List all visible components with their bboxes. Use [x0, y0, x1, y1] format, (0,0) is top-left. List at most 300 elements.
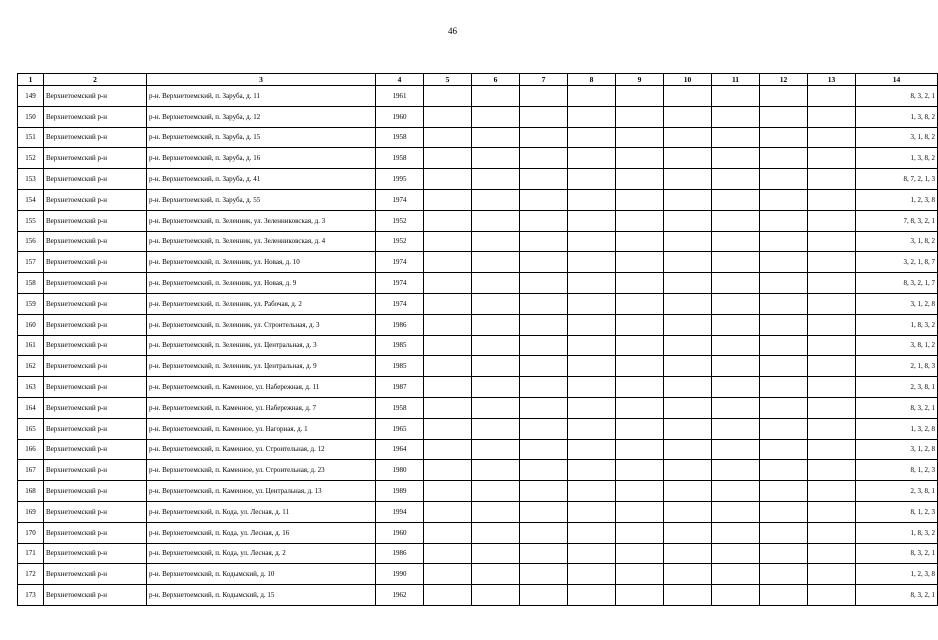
empty-cell	[568, 543, 616, 564]
empty-cell	[712, 585, 760, 606]
empty-cell	[520, 585, 568, 606]
empty-cell	[760, 377, 808, 398]
empty-cell	[760, 543, 808, 564]
table-row	[18, 314, 938, 335]
empty-cell	[616, 377, 664, 398]
code-cell: 3, 1, 8, 2	[856, 127, 938, 148]
empty-cell	[760, 273, 808, 294]
empty-cell	[760, 481, 808, 502]
district-cell: Верхнетоемский р-н	[44, 189, 147, 210]
table-row	[18, 210, 938, 231]
empty-cell	[424, 86, 472, 107]
address-cell: р-н. Верхнетоемский, п. Каменное, ул. Строительная, д. 23	[147, 460, 376, 481]
district-cell: Верхнетоемский р-н	[44, 314, 147, 335]
district-cell: Верхнетоемский р-н	[44, 439, 147, 460]
empty-cell	[520, 335, 568, 356]
empty-cell	[520, 460, 568, 481]
empty-cell	[760, 522, 808, 543]
empty-cell	[424, 522, 472, 543]
empty-cell	[568, 522, 616, 543]
empty-cell	[472, 397, 520, 418]
empty-cell	[712, 106, 760, 127]
row-number-cell: 157	[18, 252, 44, 273]
empty-cell	[712, 231, 760, 252]
empty-cell	[664, 210, 712, 231]
empty-cell	[568, 231, 616, 252]
column-header: 3	[147, 74, 376, 86]
empty-cell	[424, 231, 472, 252]
empty-cell	[616, 543, 664, 564]
empty-cell	[568, 293, 616, 314]
empty-cell	[712, 377, 760, 398]
empty-cell	[424, 543, 472, 564]
empty-cell	[472, 377, 520, 398]
empty-cell	[808, 210, 856, 231]
table-header-row	[18, 74, 938, 86]
row-number-cell: 150	[18, 106, 44, 127]
code-cell: 8, 1, 2, 3	[856, 501, 938, 522]
year-cell: 1989	[376, 481, 424, 502]
empty-cell	[712, 148, 760, 169]
empty-cell	[808, 314, 856, 335]
district-cell: Верхнетоемский р-н	[44, 86, 147, 107]
address-cell: р-н. Верхнетоемский, п. Заруба, д. 41	[147, 169, 376, 190]
address-cell: р-н. Верхнетоемский, п. Каменное, ул. Строительная, д. 12	[147, 439, 376, 460]
table-row	[18, 169, 938, 190]
empty-cell	[616, 273, 664, 294]
table-row	[18, 564, 938, 585]
empty-cell	[664, 543, 712, 564]
table-row	[18, 460, 938, 481]
code-cell: 3, 8, 1, 2	[856, 335, 938, 356]
empty-cell	[424, 252, 472, 273]
table-row	[18, 585, 938, 606]
empty-cell	[712, 356, 760, 377]
empty-cell	[664, 585, 712, 606]
row-number-cell: 165	[18, 418, 44, 439]
empty-cell	[424, 335, 472, 356]
empty-cell	[616, 86, 664, 107]
empty-cell	[424, 189, 472, 210]
empty-cell	[808, 189, 856, 210]
table-row	[18, 522, 938, 543]
empty-cell	[808, 148, 856, 169]
district-cell: Верхнетоемский р-н	[44, 210, 147, 231]
year-cell: 1964	[376, 439, 424, 460]
empty-cell	[424, 106, 472, 127]
empty-cell	[712, 501, 760, 522]
code-cell: 2, 1, 8, 3	[856, 356, 938, 377]
empty-cell	[472, 522, 520, 543]
address-cell: р-н. Верхнетоемский, п. Кода, ул. Лесная, д. 16	[147, 522, 376, 543]
empty-cell	[472, 335, 520, 356]
table-row	[18, 356, 938, 377]
empty-cell	[568, 252, 616, 273]
table-row	[18, 397, 938, 418]
empty-cell	[760, 501, 808, 522]
row-number-cell: 152	[18, 148, 44, 169]
row-number-cell: 154	[18, 189, 44, 210]
empty-cell	[616, 418, 664, 439]
empty-cell	[568, 356, 616, 377]
district-cell: Верхнетоемский р-н	[44, 231, 147, 252]
empty-cell	[808, 543, 856, 564]
empty-cell	[712, 169, 760, 190]
district-cell: Верхнетоемский р-н	[44, 522, 147, 543]
empty-cell	[568, 314, 616, 335]
code-cell: 1, 8, 3, 2	[856, 314, 938, 335]
table-row	[18, 293, 938, 314]
empty-cell	[616, 522, 664, 543]
column-header: 7	[520, 74, 568, 86]
address-cell: р-н. Верхнетоемский, п. Кодымский, д. 10	[147, 564, 376, 585]
empty-cell	[568, 189, 616, 210]
empty-cell	[568, 86, 616, 107]
empty-cell	[520, 356, 568, 377]
year-cell: 1980	[376, 460, 424, 481]
row-number-cell: 149	[18, 86, 44, 107]
empty-cell	[616, 585, 664, 606]
empty-cell	[808, 522, 856, 543]
empty-cell	[472, 356, 520, 377]
empty-cell	[616, 314, 664, 335]
code-cell: 8, 3, 2, 1	[856, 585, 938, 606]
code-cell: 8, 1, 2, 3	[856, 460, 938, 481]
empty-cell	[424, 439, 472, 460]
row-number-cell: 163	[18, 377, 44, 398]
table-row	[18, 189, 938, 210]
empty-cell	[520, 481, 568, 502]
code-cell: 3, 2, 1, 8, 7	[856, 252, 938, 273]
empty-cell	[568, 564, 616, 585]
year-cell: 1994	[376, 501, 424, 522]
row-number-cell: 156	[18, 231, 44, 252]
year-cell: 1985	[376, 335, 424, 356]
empty-cell	[664, 231, 712, 252]
empty-cell	[808, 86, 856, 107]
empty-cell	[712, 314, 760, 335]
row-number-cell: 151	[18, 127, 44, 148]
empty-cell	[520, 439, 568, 460]
empty-cell	[808, 127, 856, 148]
address-cell: р-н. Верхнетоемский, п. Заруба, д. 12	[147, 106, 376, 127]
address-cell: р-н. Верхнетоемский, п. Заруба, д. 15	[147, 127, 376, 148]
column-header: 5	[424, 74, 472, 86]
empty-cell	[760, 231, 808, 252]
empty-cell	[472, 439, 520, 460]
housing-registry-table	[17, 73, 938, 606]
district-cell: Верхнетоемский р-н	[44, 377, 147, 398]
address-cell: р-н. Верхнетоемский, п. Зеленник, ул. Зеленниковская, д. 3	[147, 210, 376, 231]
empty-cell	[568, 397, 616, 418]
empty-cell	[472, 543, 520, 564]
empty-cell	[472, 314, 520, 335]
empty-cell	[808, 501, 856, 522]
empty-cell	[472, 127, 520, 148]
empty-cell	[424, 148, 472, 169]
year-cell: 1974	[376, 293, 424, 314]
empty-cell	[712, 86, 760, 107]
address-cell: р-н. Верхнетоемский, п. Кода, ул. Лесная, д. 11	[147, 501, 376, 522]
empty-cell	[760, 252, 808, 273]
empty-cell	[520, 377, 568, 398]
empty-cell	[472, 106, 520, 127]
empty-cell	[760, 585, 808, 606]
table-row	[18, 377, 938, 398]
empty-cell	[808, 481, 856, 502]
empty-cell	[616, 148, 664, 169]
year-cell: 1974	[376, 273, 424, 294]
empty-cell	[664, 314, 712, 335]
empty-cell	[808, 169, 856, 190]
empty-cell	[664, 273, 712, 294]
empty-cell	[808, 418, 856, 439]
empty-cell	[520, 252, 568, 273]
code-cell: 1, 8, 3, 2	[856, 522, 938, 543]
empty-cell	[520, 210, 568, 231]
year-cell: 1958	[376, 397, 424, 418]
empty-cell	[520, 189, 568, 210]
empty-cell	[664, 397, 712, 418]
empty-cell	[424, 210, 472, 231]
empty-cell	[568, 501, 616, 522]
code-cell: 8, 7, 2, 1, 3	[856, 169, 938, 190]
empty-cell	[472, 564, 520, 585]
year-cell: 1961	[376, 86, 424, 107]
empty-cell	[712, 481, 760, 502]
empty-cell	[664, 522, 712, 543]
year-cell: 1985	[376, 356, 424, 377]
empty-cell	[472, 252, 520, 273]
empty-cell	[712, 439, 760, 460]
empty-cell	[568, 335, 616, 356]
empty-cell	[520, 127, 568, 148]
column-header: 10	[664, 74, 712, 86]
column-header: 13	[808, 74, 856, 86]
empty-cell	[472, 418, 520, 439]
row-number-cell: 173	[18, 585, 44, 606]
code-cell: 7, 8, 3, 2, 1	[856, 210, 938, 231]
empty-cell	[472, 189, 520, 210]
district-cell: Верхнетоемский р-н	[44, 335, 147, 356]
year-cell: 1958	[376, 127, 424, 148]
empty-cell	[472, 585, 520, 606]
empty-cell	[760, 397, 808, 418]
table-row	[18, 543, 938, 564]
empty-cell	[712, 564, 760, 585]
empty-cell	[616, 481, 664, 502]
district-cell: Верхнетоемский р-н	[44, 564, 147, 585]
empty-cell	[568, 439, 616, 460]
empty-cell	[424, 293, 472, 314]
row-number-cell: 162	[18, 356, 44, 377]
row-number-cell: 168	[18, 481, 44, 502]
empty-cell	[664, 293, 712, 314]
row-number-cell: 164	[18, 397, 44, 418]
row-number-cell: 167	[18, 460, 44, 481]
empty-cell	[568, 106, 616, 127]
code-cell: 2, 3, 8, 1	[856, 377, 938, 398]
code-cell: 1, 3, 8, 2	[856, 148, 938, 169]
empty-cell	[664, 501, 712, 522]
table-row	[18, 439, 938, 460]
year-cell: 1986	[376, 314, 424, 335]
empty-cell	[760, 356, 808, 377]
empty-cell	[712, 210, 760, 231]
empty-cell	[520, 273, 568, 294]
empty-cell	[472, 148, 520, 169]
column-header: 11	[712, 74, 760, 86]
empty-cell	[760, 210, 808, 231]
empty-cell	[424, 127, 472, 148]
empty-cell	[664, 127, 712, 148]
empty-cell	[664, 439, 712, 460]
empty-cell	[568, 460, 616, 481]
address-cell: р-н. Верхнетоемский, п. Заруба, д. 55	[147, 189, 376, 210]
empty-cell	[808, 397, 856, 418]
table-row	[18, 273, 938, 294]
empty-cell	[616, 356, 664, 377]
empty-cell	[760, 86, 808, 107]
year-cell: 1965	[376, 418, 424, 439]
column-header: 6	[472, 74, 520, 86]
table-row	[18, 148, 938, 169]
empty-cell	[760, 439, 808, 460]
empty-cell	[424, 397, 472, 418]
empty-cell	[712, 543, 760, 564]
empty-cell	[616, 169, 664, 190]
empty-cell	[664, 148, 712, 169]
empty-cell	[760, 460, 808, 481]
table-row	[18, 127, 938, 148]
empty-cell	[520, 169, 568, 190]
address-cell: р-н. Верхнетоемский, п. Заруба, д. 16	[147, 148, 376, 169]
empty-cell	[568, 169, 616, 190]
empty-cell	[760, 418, 808, 439]
empty-cell	[616, 231, 664, 252]
year-cell: 1974	[376, 252, 424, 273]
code-cell: 8, 3, 2, 1	[856, 86, 938, 107]
row-number-cell: 166	[18, 439, 44, 460]
empty-cell	[472, 501, 520, 522]
empty-cell	[664, 418, 712, 439]
address-cell: р-н. Верхнетоемский, п. Зеленник, ул. Новая, д. 10	[147, 252, 376, 273]
row-number-cell: 172	[18, 564, 44, 585]
empty-cell	[568, 127, 616, 148]
empty-cell	[808, 252, 856, 273]
table-row	[18, 231, 938, 252]
empty-cell	[760, 335, 808, 356]
empty-cell	[472, 231, 520, 252]
empty-cell	[664, 460, 712, 481]
empty-cell	[760, 106, 808, 127]
code-cell: 2, 3, 8, 1	[856, 481, 938, 502]
table-row	[18, 86, 938, 107]
empty-cell	[616, 293, 664, 314]
empty-cell	[664, 356, 712, 377]
empty-cell	[472, 293, 520, 314]
empty-cell	[712, 252, 760, 273]
code-cell: 3, 1, 8, 2	[856, 231, 938, 252]
table-row	[18, 252, 938, 273]
empty-cell	[616, 397, 664, 418]
empty-cell	[520, 231, 568, 252]
empty-cell	[424, 460, 472, 481]
year-cell: 1958	[376, 148, 424, 169]
row-number-cell: 161	[18, 335, 44, 356]
district-cell: Верхнетоемский р-н	[44, 397, 147, 418]
empty-cell	[568, 585, 616, 606]
column-header: 2	[44, 74, 147, 86]
code-cell: 1, 3, 2, 8	[856, 418, 938, 439]
empty-cell	[520, 293, 568, 314]
year-cell: 1987	[376, 377, 424, 398]
empty-cell	[808, 460, 856, 481]
address-cell: р-н. Верхнетоемский, п. Каменное, ул. Нагорная, д. 1	[147, 418, 376, 439]
district-cell: Верхнетоемский р-н	[44, 585, 147, 606]
row-number-cell: 158	[18, 273, 44, 294]
address-cell: р-н. Верхнетоемский, п. Зеленник, ул. Рабочая, д. 2	[147, 293, 376, 314]
table-row	[18, 481, 938, 502]
empty-cell	[424, 377, 472, 398]
empty-cell	[712, 522, 760, 543]
row-number-cell: 170	[18, 522, 44, 543]
year-cell: 1995	[376, 169, 424, 190]
column-header: 8	[568, 74, 616, 86]
empty-cell	[472, 460, 520, 481]
empty-cell	[616, 252, 664, 273]
code-cell: 8, 3, 2, 1, 7	[856, 273, 938, 294]
table-row	[18, 335, 938, 356]
table-row	[18, 106, 938, 127]
empty-cell	[664, 335, 712, 356]
empty-cell	[520, 418, 568, 439]
address-cell: р-н. Верхнетоемский, п. Зеленник, ул. Зеленниковская, д. 4	[147, 231, 376, 252]
empty-cell	[664, 169, 712, 190]
empty-cell	[664, 564, 712, 585]
district-cell: Верхнетоемский р-н	[44, 148, 147, 169]
column-header: 14	[856, 74, 938, 86]
empty-cell	[568, 481, 616, 502]
district-cell: Верхнетоемский р-н	[44, 356, 147, 377]
empty-cell	[664, 86, 712, 107]
empty-cell	[424, 314, 472, 335]
district-cell: Верхнетоемский р-н	[44, 460, 147, 481]
empty-cell	[616, 335, 664, 356]
empty-cell	[760, 189, 808, 210]
address-cell: р-н. Верхнетоемский, п. Зеленник, ул. Строительная, д. 3	[147, 314, 376, 335]
row-number-cell: 153	[18, 169, 44, 190]
empty-cell	[808, 335, 856, 356]
empty-cell	[424, 564, 472, 585]
empty-cell	[808, 439, 856, 460]
empty-cell	[520, 314, 568, 335]
empty-cell	[520, 86, 568, 107]
district-cell: Верхнетоемский р-н	[44, 543, 147, 564]
empty-cell	[424, 356, 472, 377]
empty-cell	[808, 377, 856, 398]
column-header: 9	[616, 74, 664, 86]
code-cell: 1, 3, 8, 2	[856, 106, 938, 127]
year-cell: 1960	[376, 522, 424, 543]
row-number-cell: 160	[18, 314, 44, 335]
empty-cell	[712, 189, 760, 210]
empty-cell	[568, 148, 616, 169]
empty-cell	[712, 397, 760, 418]
row-number-cell: 169	[18, 501, 44, 522]
empty-cell	[472, 273, 520, 294]
empty-cell	[760, 127, 808, 148]
